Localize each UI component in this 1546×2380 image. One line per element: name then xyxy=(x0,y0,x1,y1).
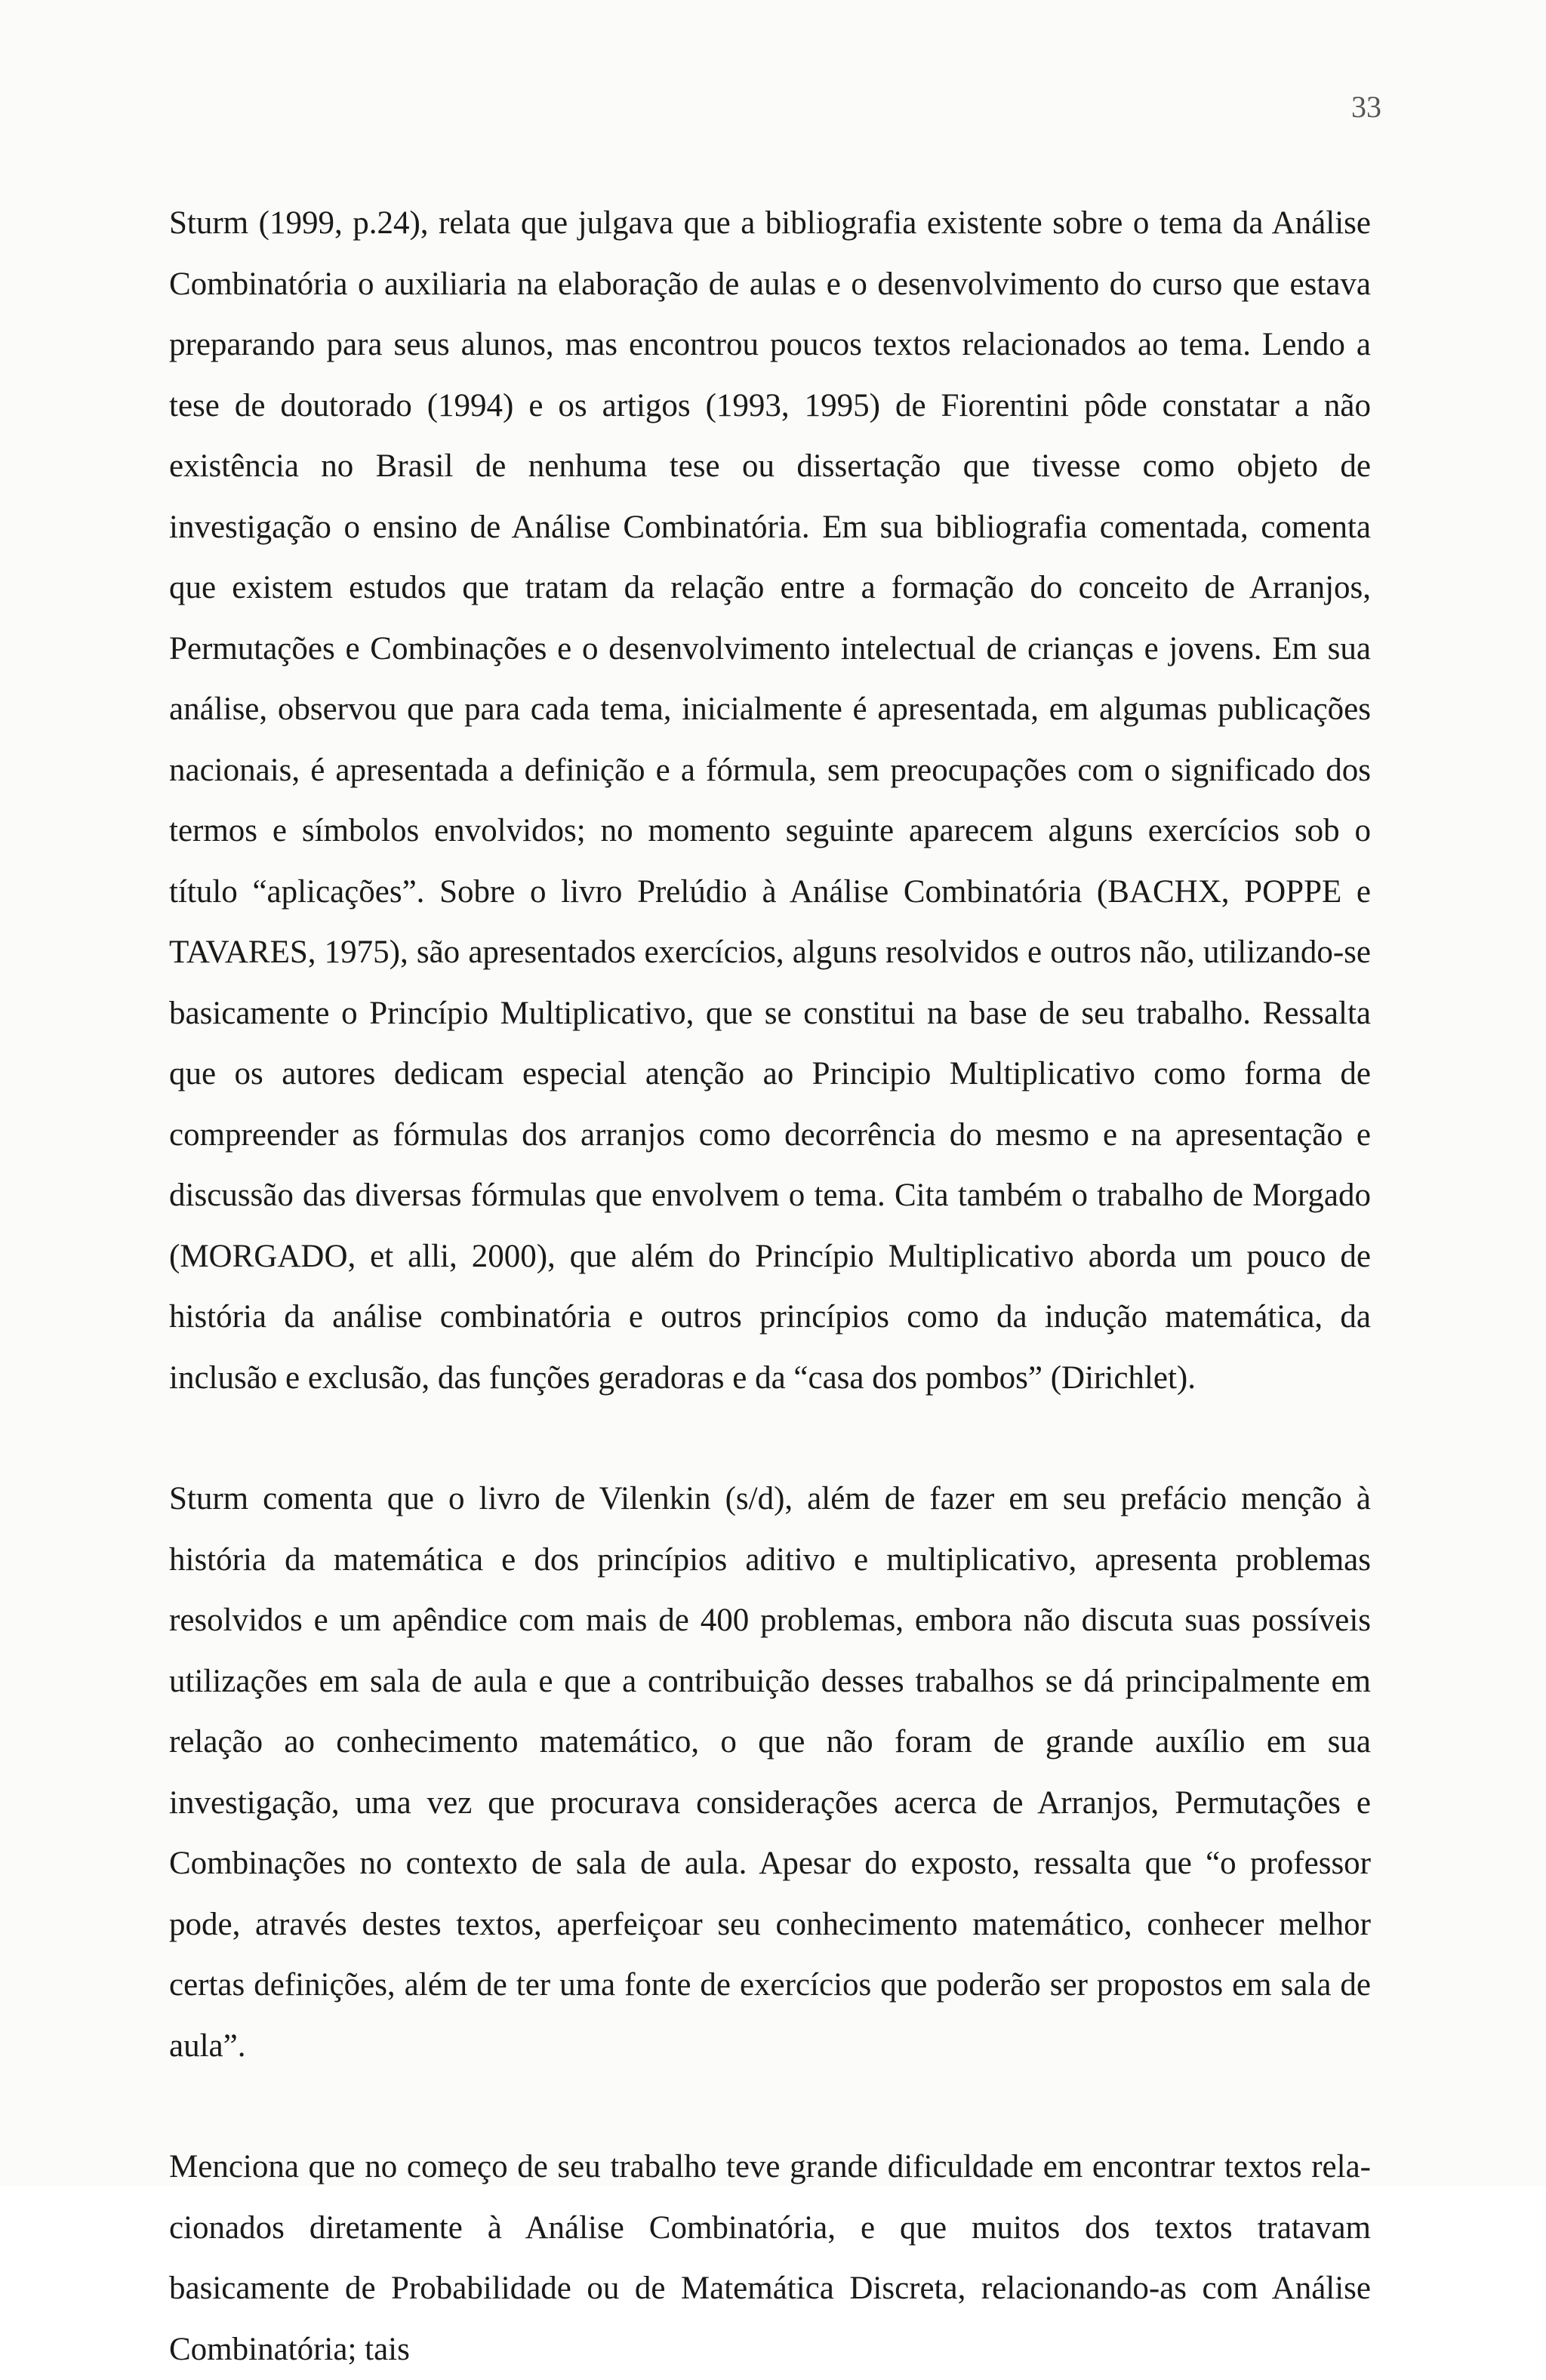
paragraph-2: Sturm comenta que o livro de Vilenkin (s/d), além de fazer em seu prefácio menção à história da matemática e dos princípios aditivo e multiplicativo, apresenta problemas resolvidos e um apêndice com mais de 400 problemas, embora não discuta suas possíveis utilizações em sala de aula e que a contribuição desses trabalhos se dá principalmente em relação ao conhecimento matemático, o que não foram de grande auxílio em sua investigação, uma vez que procurava considerações acerca de Arranjos, Permutações e Combinações no contexto de sala de aula. Apesar do exposto, ressalta que “o professor pode, através destes textos, aperfeiçoar seu conhecimento matemático, conhecer melhor certas definições, além de ter uma fonte de exercícios que poderão ser propostos em sala de aula”. xyxy=(169,1481,1371,2064)
paragraph-1: Sturm (1999, p.24), relata que julgava que a bibliografia existente sobre o tema da Análise Combinatória o auxiliaria na elaboração de aulas e o desenvolvimento do curso que estava preparando para seus alunos, mas encontrou poucos textos relacionados ao tema. Lendo a tese de doutorado (1994) e os artigos (1993, 1995) de Fiorentini pôde constatar a não existência no Brasil de nenhuma tese ou dissertação que tivesse como objeto de investigação o ensino de Análise Combinatória. Em sua bibliografia comentada, comenta que existem estudos que tratam da relação entre a formação do conceito de Arranjos, Permutações e Combinações e o desenvolvimento intelectual de crianças e jovens. Em sua análise, observou que para cada tema, inicialmente é apresentada, em algumas publicações nacionais, é apresentada a definição e a fórmula, sem preocupações com o significado dos termos e símbolos envolvidos; no momento seguinte aparecem alguns exercícios sob o título “aplicações”. Sobre o livro Prelúdio à Análise Combinatória (BACHX, POPPE e TAVARES, 1975), são apresentados exercícios, alguns resolvidos e outros não, utilizando-se basicamente o Princípio Multiplicativo, que se constitui na base de seu trabalho. Ressalta que os autores dedicam especial atenção ao Principio Multiplicativo como forma de compreender as fórmulas dos arranjos como decorrência do mesmo e na apresentação e discussão das diversas fórmulas que envolvem o tema. Cita também o trabalho de Morgado (MORGADO, et alli, 2000), que além do Princípio Multiplicativo aborda um pouco de história da análise combinatória e outros princípios como da indução matemática, da inclusão e exclusão, das funções geradoras e da “casa dos pombos” (Dirichlet). xyxy=(169,205,1371,1396)
body-text xyxy=(169,193,1371,2380)
paragraph-3: Menciona que no começo de seu trabalho teve grande dificuldade em encontrar textos relacionados diretamente à Análise Combinatória, e que muitos dos textos tratavam basicamente de Probabilidade ou de Matemática Discreta, relacionando-as com Análise Combinatória; tais xyxy=(169,2149,1371,2367)
page-number: 33 xyxy=(1351,90,1381,124)
